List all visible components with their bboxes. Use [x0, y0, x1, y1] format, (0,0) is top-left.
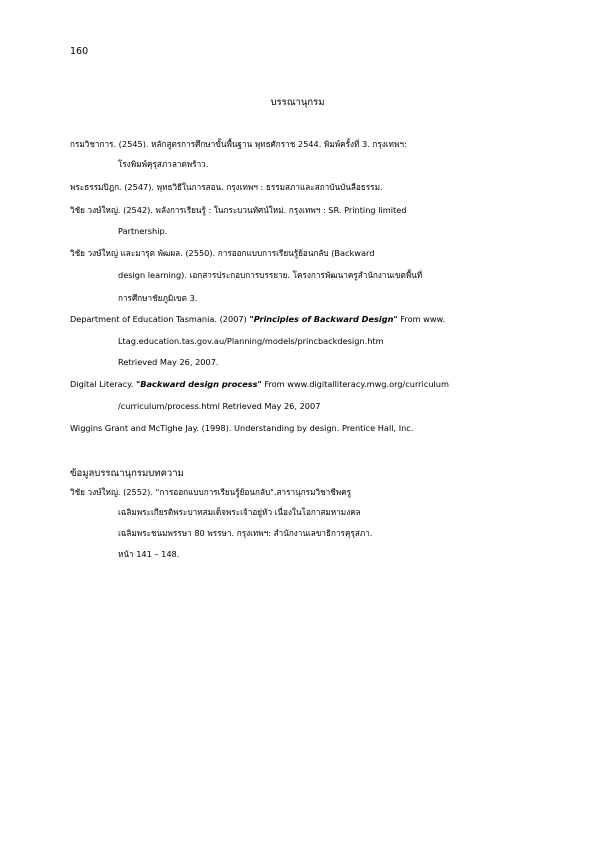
reference-line: Partnership.	[118, 226, 168, 236]
reference-line: เฉลิมพระชนมพรรษา 80 พรรษา. กรุงเทพฯ: สำนักงานเลขาธิการคุรุสภา.	[118, 528, 373, 538]
reference-url: /curriculum/process.html Retrieved May 26, 2007	[118, 401, 321, 411]
reference-line: Department of Education Tasmania. (2007) "Principles of Backward Design" From www.	[70, 314, 446, 324]
reference-title: "Backward design process"	[136, 379, 262, 389]
section-heading: ข้อมูลบรรณานุกรมบทความ	[70, 468, 184, 479]
reference-line: โรงพิมพ์คุรุสภาลาดพร้าว.	[118, 159, 209, 169]
reference-title: "Principles of Backward Design"	[249, 314, 398, 324]
reference-line: การศึกษาชัยภูมิเขต 3.	[118, 293, 198, 303]
reference-line: หน้า 141 – 148.	[118, 549, 180, 559]
page-title: บรรณานุกรม	[270, 97, 325, 108]
reference-line: วิชัย วงษ์ใหญ่. (2542). พลังการเรียนรู้ : ในกระบวนทัศน์ใหม่. กรุงเทพฯ : SR. Printing limited	[70, 205, 407, 215]
reference-url: Ltag.education.tas.gov.au/Planning/models/princbackdesign.htm	[118, 336, 384, 346]
reference-line: วิชัย วงษ์ใหญ่. (2552). "การออกแบบการเรียนรู้ย้อนกลับ".สารานุกรมวิชาชีพครู	[70, 487, 352, 497]
reference-line: Digital Literacy. "Backward design process" From www.digitalliteracy.mwg.org/curriculum	[70, 379, 449, 389]
reference-line: เฉลิมพระเกียรติพระบาทสมเด็จพระเจ้าอยู่หัว เนื่องในโอกาสมหามงคล	[118, 507, 361, 517]
reference-line: Wiggins Grant and McTighe Jay. (1998). Understanding by design. Prentice Hall, Inc.	[70, 423, 414, 433]
reference-line: พระธรรมปิฎก. (2547). พุทธวิธีในการสอน. กรุงเทพฯ : ธรรมสภาและสถาบันบันลือธรรม.	[70, 182, 383, 192]
page-number: 160	[70, 46, 89, 57]
reference-line: วิชัย วงษ์ใหญ่ และมารุต พัฒผล. (2550). การออกแบบการเรียนรู้ย้อนกลับ (Backward	[70, 248, 375, 258]
reference-line: design learning). เอกสารประกอบการบรรยาย. โครงการพัฒนาครูสำนักงานเขตพื้นที่	[118, 270, 423, 280]
reference-line: กรมวิชาการ. (2545). หลักสูตรการศึกษาขั้นพื้นฐาน พุทธศักราช 2544. พิมพ์ครั้งที่ 3. กรุงเทพฯ:	[70, 139, 407, 149]
reference-line: Retrieved May 26, 2007.	[118, 357, 219, 367]
